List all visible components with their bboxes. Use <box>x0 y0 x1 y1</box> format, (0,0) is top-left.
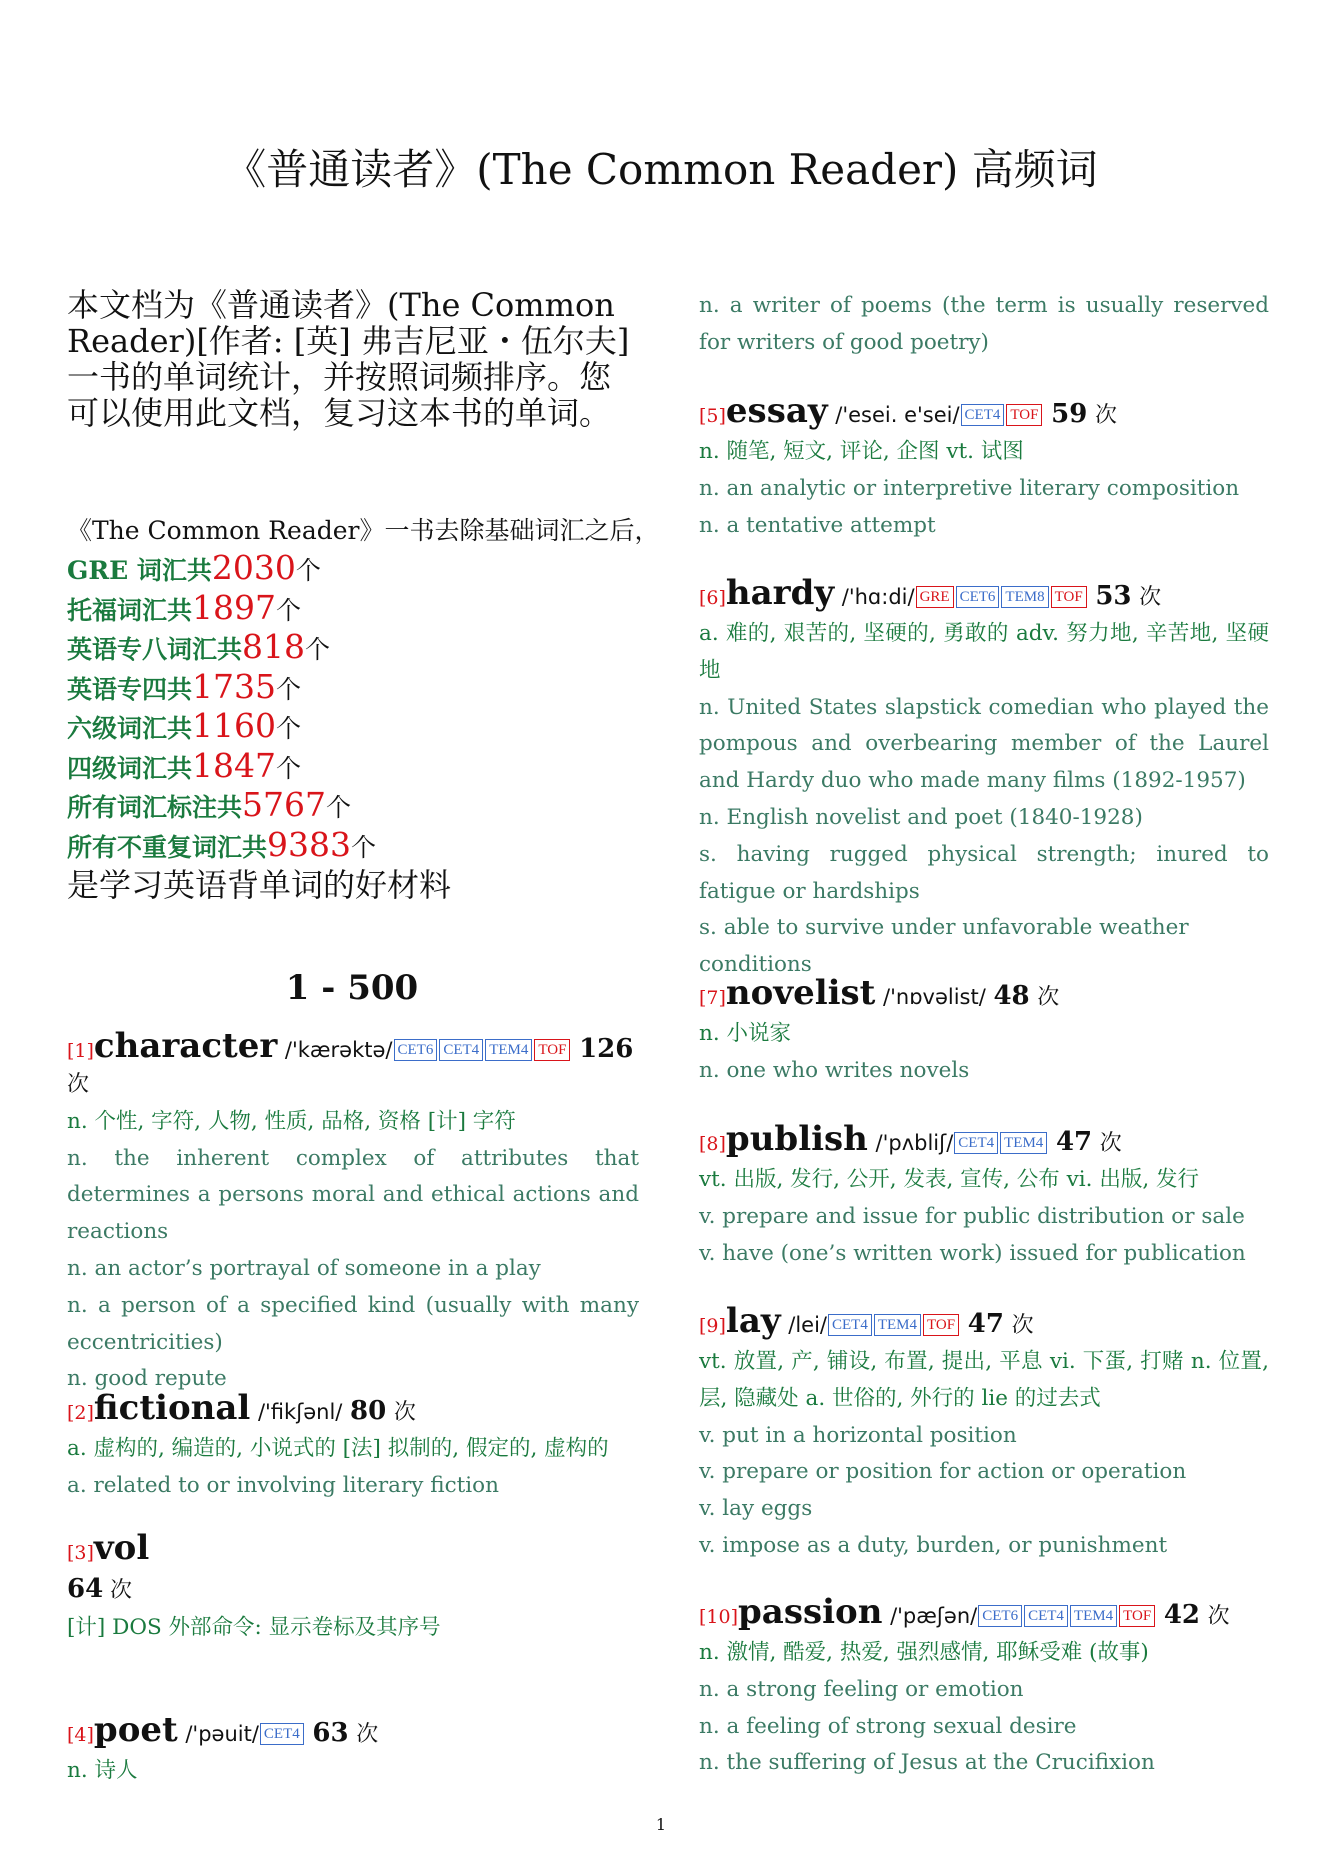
stat-all-unique: 所有不重复词汇共9383个 <box>67 824 377 864</box>
definition: n. the inherent complex of attributes that determines a persons moral and ethical actions and reactions <box>67 1145 639 1245</box>
definition: n. good repute <box>67 1366 227 1392</box>
definition: n. the suffering of Jesus at the Crucifixion <box>699 1750 1155 1776</box>
definition: v. lay eggs <box>699 1496 813 1522</box>
definition: v. prepare and issue for public distribution or sale <box>699 1203 1245 1229</box>
definition: vt. 放置, 产, 铺设, 布置, 提出, 平息 vi. 下蛋, 打赌 n. 位置, 层, 隐藏处 a. 世俗的, 外行的 lie 的过去式 <box>699 1349 1269 1411</box>
entry-publish: [8]publish /'pʌbliʃ/ CET4 TEM4 47 次 vt. 出版, 发行, 公开, 发表, 宣传, 公布 vi. 出版, 发行 v. prepare and issue for public distribution or sale v. have (one’s written work) issued for publication <box>699 1121 1269 1272</box>
stat-cet4: 四级词汇共1847个 <box>67 745 302 785</box>
definition: vt. 出版, 发行, 公开, 发表, 宣传, 公布 vi. 出版, 发行 <box>699 1167 1199 1192</box>
definition: n. a strong feeling or emotion <box>699 1676 1024 1702</box>
definition: n. English novelist and poet (1840-1928) <box>699 804 1143 830</box>
definition: s. able to survive under unfavorable weather conditions <box>699 915 1189 978</box>
entry-vol: [3]vol 64 次 [计] DOS 外部命令: 显示卷标及其序号 <box>67 1530 639 1647</box>
stat-tem4: 英语专四共1735个 <box>67 666 302 706</box>
definition: n. a person of a specified kind (usually with many eccentricities) <box>67 1292 639 1355</box>
definition: n. an analytic or interpretive literary composition <box>699 475 1240 501</box>
definition: n. a feeling of strong sexual desire <box>699 1713 1077 1739</box>
entry-character: [1]character /'kærəktə/ CET6 CET4 TEM4 TOF 126 次 n. 个性, 字符, 人物, 性质, 品格, 资格 [计] 字符 n. the inherent complex of attributes that determines a persons moral and ethical actions and reactions n. an actor’s portrayal of someone in a play n. a person of a specified kind (usually with many eccentricities) n. good repute <box>67 1028 639 1398</box>
definition: n. United States slapstick comedian who played the pompous and overbearing member of the Laurel and Hardy duo who made many films (1892-1957) <box>699 694 1269 794</box>
definition: n. an actor’s portrayal of someone in a play <box>67 1255 541 1281</box>
entry-lay: [9]lay /lei/ CET4 TEM4 TOF 47 次 vt. 放置, 产, 铺设, 布置, 提出, 平息 vi. 下蛋, 打赌 n. 位置, 层, 隐藏处 a. 世俗的, 外行的 lie 的过去式 v. put in a horizontal position v. prepare or position for action or operation v. lay eggs v. impose as a duty, burden, or punishment <box>699 1303 1269 1565</box>
stats-block <box>67 512 660 904</box>
stat-tem8: 英语专八词汇共818个 <box>67 627 331 666</box>
stats-lead: 《The Common Reader》一书去除基础词汇之后， <box>67 516 660 545</box>
entry-fictional: [2]fictional /'fikʃənl/ 80 次 a. 虚构的, 编造的, 小说式的 [法] 拟制的, 假定的, 虚构的 a. related to or involving literary fiction <box>67 1390 639 1505</box>
stat-cet6: 六级词汇共1160个 <box>67 706 302 745</box>
definition: n. a tentative attempt <box>699 512 936 538</box>
stat-toefl: 托福词汇共1897个 <box>67 587 302 627</box>
definition: n. 诗人 <box>67 1758 138 1783</box>
definition: n. 激情, 酷爱, 热爱, 强烈感情, 耶稣受难 (故事) <box>699 1640 1149 1665</box>
entry-passion: [10]passion /'pæʃən/ CET6 CET4 TEM4 TOF 42 次 n. 激情, 酷爱, 热爱, 强烈感情, 耶稣受难 (故事) n. a strong feeling or emotion n. a feeling of strong sexual desire n. the suffering of Jesus at the Crucifixion <box>699 1594 1269 1782</box>
page-number: 1 <box>655 1815 667 1834</box>
definition: s. having rugged physical strength; inured to fatigue or hardships <box>699 841 1269 904</box>
definition: n. one who writes novels <box>699 1057 970 1083</box>
definition: a. 虚构的, 编造的, 小说式的 [法] 拟制的, 假定的, 虚构的 <box>67 1436 609 1461</box>
definition: n. 小说家 <box>699 1021 792 1046</box>
intro-paragraph: 本文档为《普通读者》(The Common Reader)[作者: [英] 弗吉尼亚・伍尔夫] 一书的单词统计，并按照词频排序。您可以使用此文档，复习这本书的单词。 <box>67 286 630 432</box>
stats-closing: 是学习英语背单词的好材料 <box>67 866 452 904</box>
stat-gre: GRE 词汇共2030个 <box>67 548 321 587</box>
definition: a. related to or involving literary fiction <box>67 1472 499 1498</box>
definition: [计] DOS 外部命令: 显示卷标及其序号 <box>67 1614 441 1640</box>
definition: n. 个性, 字符, 人物, 性质, 品格, 资格 [计] 字符 <box>67 1108 516 1134</box>
entry-essay: [5]essay /'esei. e'sei/ CET4 TOF 59 次 n. 随笔, 短文, 评论, 企图 vt. 试图 n. an analytic or interpretive literary composition n. a tentative attempt <box>699 393 1269 544</box>
entry-hardy: [6]hardy /'hɑ:di/ GRE CET6 TEM8 TOF 53 次 a. 难的, 艰苦的, 坚硬的, 勇敢的 adv. 努力地, 辛苦地, 坚硬地 n. United States slapstick comedian who played the pompous and overbearing member of the Laurel and Hardy duo who made many films (1892-1957) n. English novelist and poet (1840-1928) s. having rugged physical strength; inured to fatigue or hardships s. able to survive under unfavorable weather conditions <box>699 575 1269 984</box>
section-range-heading: 1 - 500 <box>285 968 419 1008</box>
definition: n. a writer of poems (the term is usually reserved for writers of good poetry) <box>699 293 1269 355</box>
definition: n. 随笔, 短文, 评论, 企图 vt. 试图 <box>699 439 1024 464</box>
entry-poet-continued <box>699 288 1269 362</box>
definition: a. 难的, 艰苦的, 坚硬的, 勇敢的 adv. 努力地, 辛苦地, 坚硬地 <box>699 621 1269 683</box>
stat-all-tagged: 所有词汇标注共5767个 <box>67 785 352 824</box>
definition: v. have (one’s written work) issued for publication <box>699 1240 1246 1266</box>
definition: v. impose as a duty, burden, or punishment <box>699 1532 1168 1558</box>
definition: v. put in a horizontal position <box>699 1422 1017 1448</box>
definition: v. prepare or position for action or operation <box>699 1459 1187 1485</box>
page-title: 《普通读者》(The Common Reader) 高频词 <box>224 145 1098 194</box>
entry-novelist: [7]novelist /'nɒvəlist/ 48 次 n. 小说家 n. one who writes novels <box>699 975 1269 1090</box>
entry-poet: [4]poet /'pəuit/ CET4 63 次 n. 诗人 <box>67 1712 639 1790</box>
